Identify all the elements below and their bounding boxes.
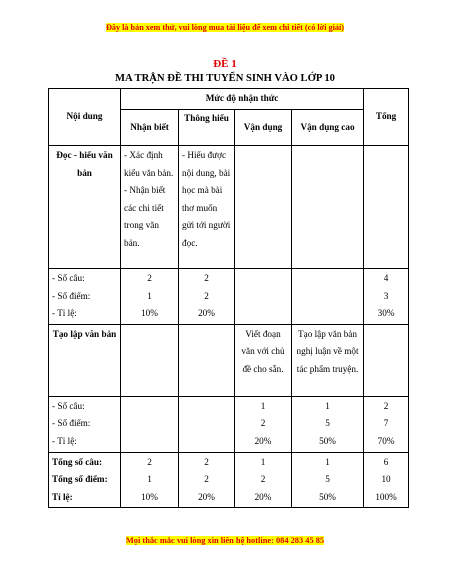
section2-stats-van-dung: 1 2 20% — [235, 396, 292, 452]
section1-stat-labels: - Số câu: - Số điểm: - Tỉ lệ: — [49, 269, 121, 325]
section1-stats-row — [49, 269, 409, 325]
section2-nhan-biet — [121, 324, 179, 396]
totals-tong: 6 10 100% — [364, 452, 409, 508]
section1-stats-van-dung — [235, 269, 292, 325]
section1-name: Đọc - hiểu văn bản — [49, 146, 121, 269]
preview-banner: Đây là bản xem thử, vui lòng mua tài liệu để xem chi tiết (có lời giải) — [105, 23, 344, 32]
totals-row — [49, 452, 409, 508]
section2-stats-row — [49, 396, 409, 452]
section2-stat-labels: - Số câu: - Số điểm: - Tỉ lệ: — [49, 396, 121, 452]
section2-row — [49, 324, 409, 396]
section2-van-dung: Viết đoạn văn với chủ đề cho sẵn. — [235, 324, 292, 396]
section2-tong — [364, 324, 409, 396]
totals-van-dung: 1 2 20% — [235, 452, 292, 508]
page-title: MA TRẬN ĐỀ THI TUYỂN SINH VÀO LỚP 10 — [115, 73, 335, 84]
header-tong: Tổng — [364, 89, 409, 146]
section1-stats-thong-hieu: 2 2 20% — [179, 269, 235, 325]
header-noi-dung: Nội dung — [49, 89, 121, 146]
section2-stats-van-dung-cao: 1 5 50% — [292, 396, 364, 452]
header-van-dung-cao: Vận dụng cao — [292, 110, 364, 146]
section2-thong-hieu — [179, 324, 235, 396]
totals-thong-hieu: 2 2 20% — [179, 452, 235, 508]
header-nhan-biet: Nhận biết — [121, 110, 179, 146]
section2-stats-thong-hieu — [179, 396, 235, 452]
section1-van-dung — [235, 146, 292, 269]
section2-name: Tạo lập văn bản — [49, 324, 121, 396]
section1-van-dung-cao — [292, 146, 364, 269]
section2-stats-tong: 2 7 70% — [364, 396, 409, 452]
header-van-dung: Vận dụng — [235, 110, 292, 146]
section1-thong-hieu: - Hiểu được nội dung, bài học mà bài thơ muốn gửi tới người đọc. — [179, 146, 235, 269]
total-labels: Tổng số câu: Tổng số điểm: Tỉ lệ: — [49, 452, 121, 508]
totals-van-dung-cao: 1 5 50% — [292, 452, 364, 508]
section1-stats-van-dung-cao — [292, 269, 364, 325]
section1-stats-tong: 4 3 30% — [364, 269, 409, 325]
header-thong-hieu: Thông hiểu — [179, 110, 235, 146]
header-muc-do: Mức độ nhận thức — [121, 89, 364, 110]
section2-van-dung-cao: Tạo lập văn bản nghị luận về một tác phẩm truyện. — [292, 324, 364, 396]
header-row-1 — [49, 89, 409, 110]
section1-row — [49, 146, 409, 269]
matrix-table — [48, 88, 409, 508]
section1-nhan-biet: - Xác định kiểu văn bản. - Nhận biết các chi tiết trong văn bản. — [121, 146, 179, 269]
section1-stats-nhan-biet: 2 1 10% — [121, 269, 179, 325]
section1-tong — [364, 146, 409, 269]
hotline-banner: Mọi thắc mắc vui lòng xin liên hệ hotline: 084 283 45 85 — [125, 536, 325, 545]
totals-nhan-biet: 2 1 10% — [121, 452, 179, 508]
exam-number: ĐỀ 1 — [213, 58, 237, 70]
section2-stats-nhan-biet — [121, 396, 179, 452]
